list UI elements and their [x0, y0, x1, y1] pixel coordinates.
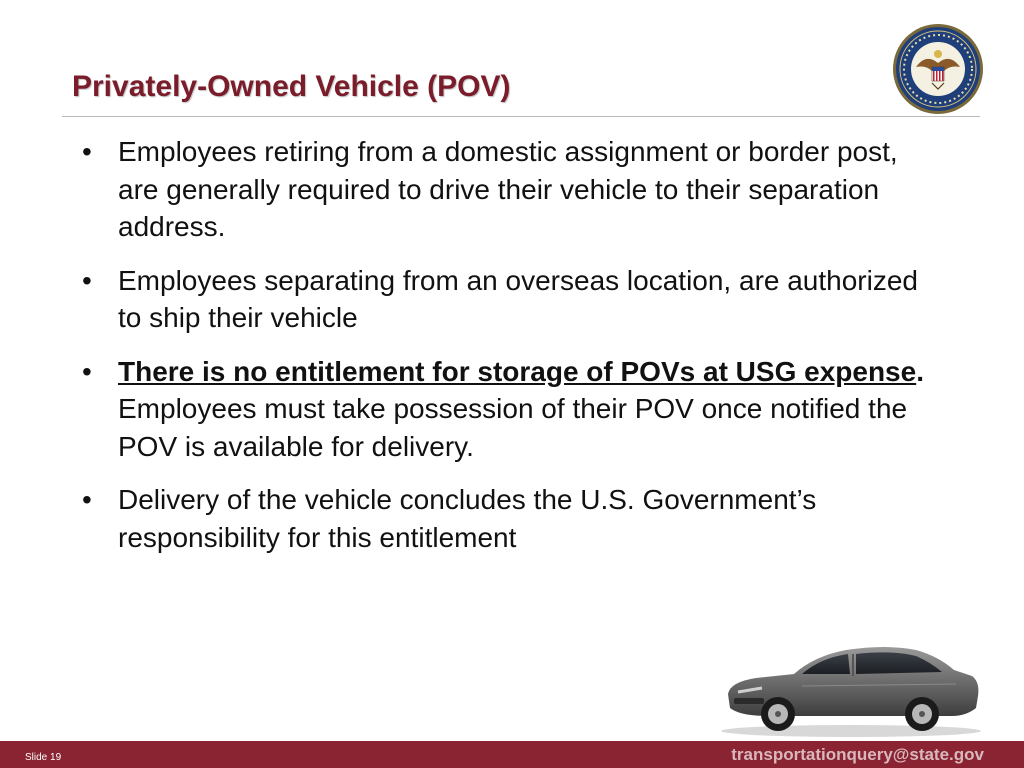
contact-email[interactable]: transportationquery@state.gov	[731, 745, 984, 764]
bullet-marker: •	[82, 484, 92, 515]
slide-title: Privately-Owned Vehicle (POV)	[72, 70, 511, 103]
bullet-text: Employees separating from an overseas location, are authorized to ship their vehicle	[118, 264, 918, 333]
bullet-text: Employees retiring from a domestic assignment or border post, are generally required to drive their vehicle to their separation address.	[118, 136, 898, 242]
bullet-marker: •	[82, 355, 92, 387]
car-icon	[716, 636, 986, 738]
slide-number: Slide 19	[25, 752, 62, 763]
bullet-item	[78, 353, 938, 466]
bullet-emphasis-period: .	[916, 355, 924, 387]
bullet-text: Delivery of the vehicle concludes the U.S. Government’s responsibility for this entitlement	[118, 484, 817, 553]
bullet-item	[78, 262, 938, 337]
footer-bar	[0, 741, 1024, 768]
bullet-emphasis: There is no entitlement for storage of POVs at USG expense	[118, 355, 917, 387]
bullet-text: Employees must take possession of their POV once notified the POV is available for delivery.	[118, 355, 940, 462]
bullet-item	[78, 481, 938, 556]
bullet-marker: •	[82, 136, 92, 167]
bullet-marker: •	[82, 264, 92, 296]
bullet-item	[78, 133, 938, 246]
department-of-state-seal-icon	[892, 23, 984, 115]
title-divider	[62, 116, 980, 117]
bullet-list	[78, 133, 938, 572]
